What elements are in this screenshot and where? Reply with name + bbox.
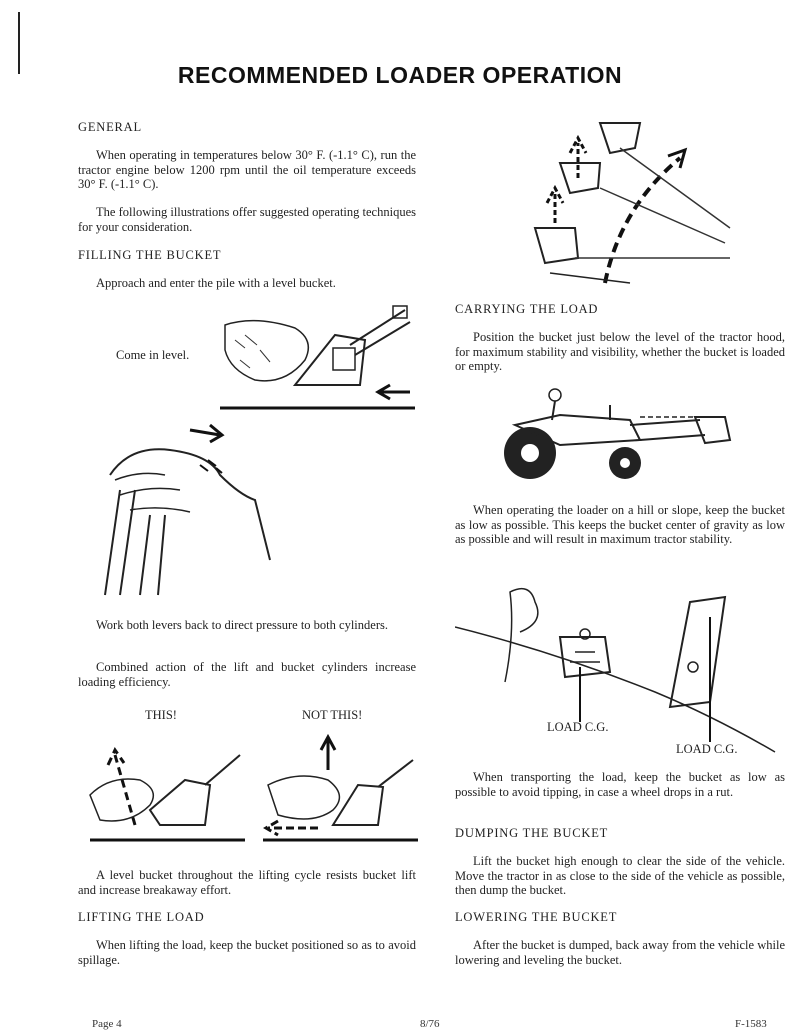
heading-lifting-load: LIFTING THE LOAD xyxy=(78,910,205,924)
lowering-paragraph-1: After the bucket is dumped, back away from the vehicle while lowering and leveling the bucket. xyxy=(455,938,785,967)
dumping-paragraph-1: Lift the bucket high enough to clear the side of the vehicle. Move the tractor in as close to the side of the vehicle as possible, then dump the bucket. xyxy=(455,854,785,897)
hand-on-levers-illustration xyxy=(90,420,290,600)
heading-dumping-bucket: DUMPING THE BUCKET xyxy=(455,826,609,840)
load-cg-label-1: LOAD C.G. xyxy=(547,720,609,734)
heading-filling-bucket: FILLING THE BUCKET xyxy=(78,248,222,262)
lifting-paragraph-1: When lifting the load, keep the bucket positioned so as to avoid spillage. xyxy=(78,938,416,967)
filling-paragraph-2: Work both levers back to direct pressure to both cylinders. xyxy=(96,618,388,632)
footer-page-number: Page 4 xyxy=(92,1018,122,1030)
footer-date: 8/76 xyxy=(420,1018,440,1030)
not-this-bucket-illustration xyxy=(258,725,423,850)
carrying-paragraph-1: Position the bucket just below the level of the tractor hood, for maximum stability and visibility, whether the bucket is loaded or empty. xyxy=(455,330,785,373)
carrying-paragraph-3: When transporting the load, keep the bucket as low as possible to avoid tipping, in case a wheel drops in a rut. xyxy=(455,770,785,799)
footer-form-number: F-1583 xyxy=(735,1018,767,1030)
this-bucket-illustration xyxy=(80,725,250,850)
carrying-paragraph-2: When operating the loader on a hill or slope, keep the bucket as low as possible. This keeps the bucket center of gravity as low as possible and will result in maximum tractor stability. xyxy=(455,503,785,546)
not-this-label: NOT THIS! xyxy=(302,708,363,722)
heading-general: GENERAL xyxy=(78,120,142,134)
come-in-level-label: Come in level. xyxy=(116,348,190,362)
this-label: THIS! xyxy=(145,708,177,722)
page-title: RECOMMENDED LOADER OPERATION xyxy=(177,62,623,88)
filling-paragraph-1: Approach and enter the pile with a level bucket. xyxy=(96,276,336,290)
general-paragraph-2: The following illustrations offer suggested operating techniques for your consideration. xyxy=(78,205,416,234)
filling-paragraph-4: A level bucket throughout the lifting cycle resists bucket lift and increase breakaway effort. xyxy=(78,868,416,897)
heading-carrying-load: CARRYING THE LOAD xyxy=(455,302,599,316)
tractor-carrying-illustration xyxy=(500,385,740,485)
bucket-approach-illustration xyxy=(215,300,420,415)
heading-lowering-bucket: LOWERING THE BUCKET xyxy=(455,910,618,924)
load-cg-label-2: LOAD C.G. xyxy=(676,742,738,756)
general-paragraph-1: When operating in temperatures below 30° F. (-1.1° C), run the tractor engine below 1200 rpm until the oil temperature exceeds 30° F. (-1.1° C). xyxy=(78,148,416,191)
slope-stability-illustration xyxy=(455,572,785,757)
lifting-arc-illustration xyxy=(530,118,770,298)
filling-paragraph-3: Combined action of the lift and bucket cylinders increase loading efficiency. xyxy=(78,660,416,689)
